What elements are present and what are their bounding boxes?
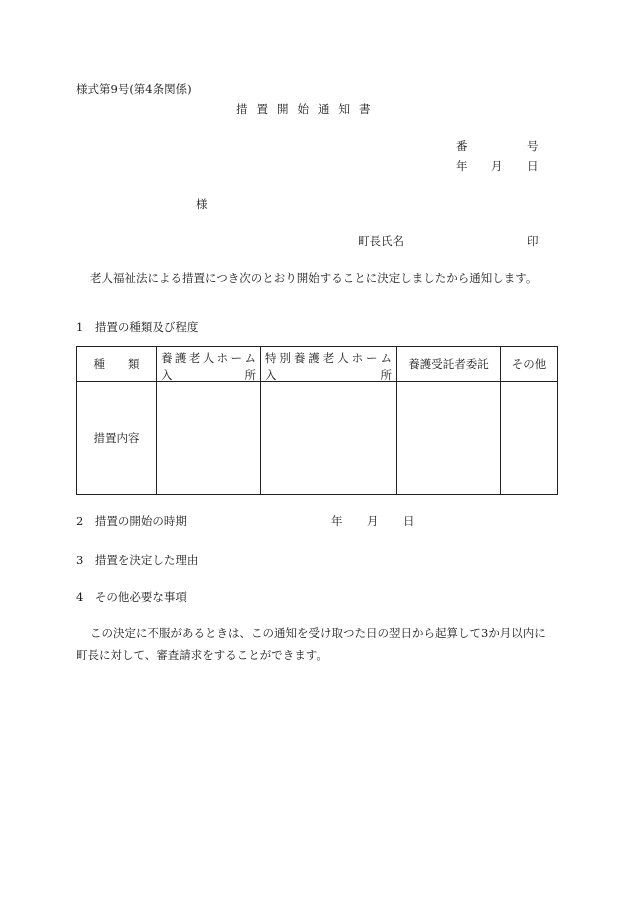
header-special-nursing-home-line2a: 入	[265, 368, 277, 382]
header-type	[77, 347, 157, 382]
section1-heading: 1 措置の種類及び程度	[76, 320, 199, 334]
header-nursing-home-line1: 養護老人ホーム	[161, 351, 256, 365]
section2-year: 年	[331, 514, 343, 528]
section3-heading: 3 措置を決定した理由	[76, 553, 199, 567]
content-other	[501, 382, 558, 495]
content-nursing-home	[157, 382, 261, 495]
header-special-nursing-home-line1: 特別養護老人ホーム	[265, 351, 392, 365]
notice-line2: 町長に対して、審査請求をすることができます。	[76, 648, 328, 662]
sender-label: 町長氏名	[358, 234, 404, 248]
header-special-nursing-home-line2b: 所	[380, 368, 392, 382]
header-type-label: 種 類	[93, 357, 140, 371]
header-foster-care-label: 養護受託者委託	[408, 357, 489, 371]
date-year-label: 年	[456, 159, 468, 173]
section4-heading: 4 その他必要な事項	[76, 590, 187, 604]
intro-text: 老人福祉法による措置につき次のとおり開始することに決定しましたから通知します。	[90, 271, 538, 285]
row-label: 措置内容	[93, 431, 140, 445]
number-label-right: 号	[527, 139, 539, 153]
table-content-row	[77, 382, 558, 495]
date-day-label: 日	[527, 159, 539, 173]
row-label-cell	[77, 382, 157, 495]
content-special-nursing-home	[261, 382, 397, 495]
header-other	[501, 347, 558, 382]
header-foster-care	[397, 347, 501, 382]
notice-line1: この決定に不服があるときは、この通知を受け取つた日の翌日から起算して3か月以内に	[90, 626, 546, 640]
seal-mark: 印	[527, 234, 539, 248]
number-label-left: 番	[456, 139, 468, 153]
header-nursing-home	[157, 347, 261, 382]
header-nursing-home-line2b: 所	[244, 368, 256, 382]
header-nursing-home-line2a: 入	[161, 368, 173, 382]
section2-day: 日	[403, 514, 415, 528]
header-special-nursing-home	[261, 347, 397, 382]
form-number: 様式第9号(第4条関係)	[76, 82, 192, 96]
content-foster-care	[397, 382, 501, 495]
measure-table	[76, 346, 558, 495]
addressee-suffix: 様	[196, 197, 208, 211]
section2-month: 月	[367, 514, 379, 528]
header-other-label: その他	[511, 357, 547, 371]
table-header-row	[77, 347, 558, 382]
document-title: 措置開始通知書	[236, 102, 380, 116]
date-month-label: 月	[491, 159, 503, 173]
section2-heading: 2 措置の開始の時期	[76, 514, 187, 528]
